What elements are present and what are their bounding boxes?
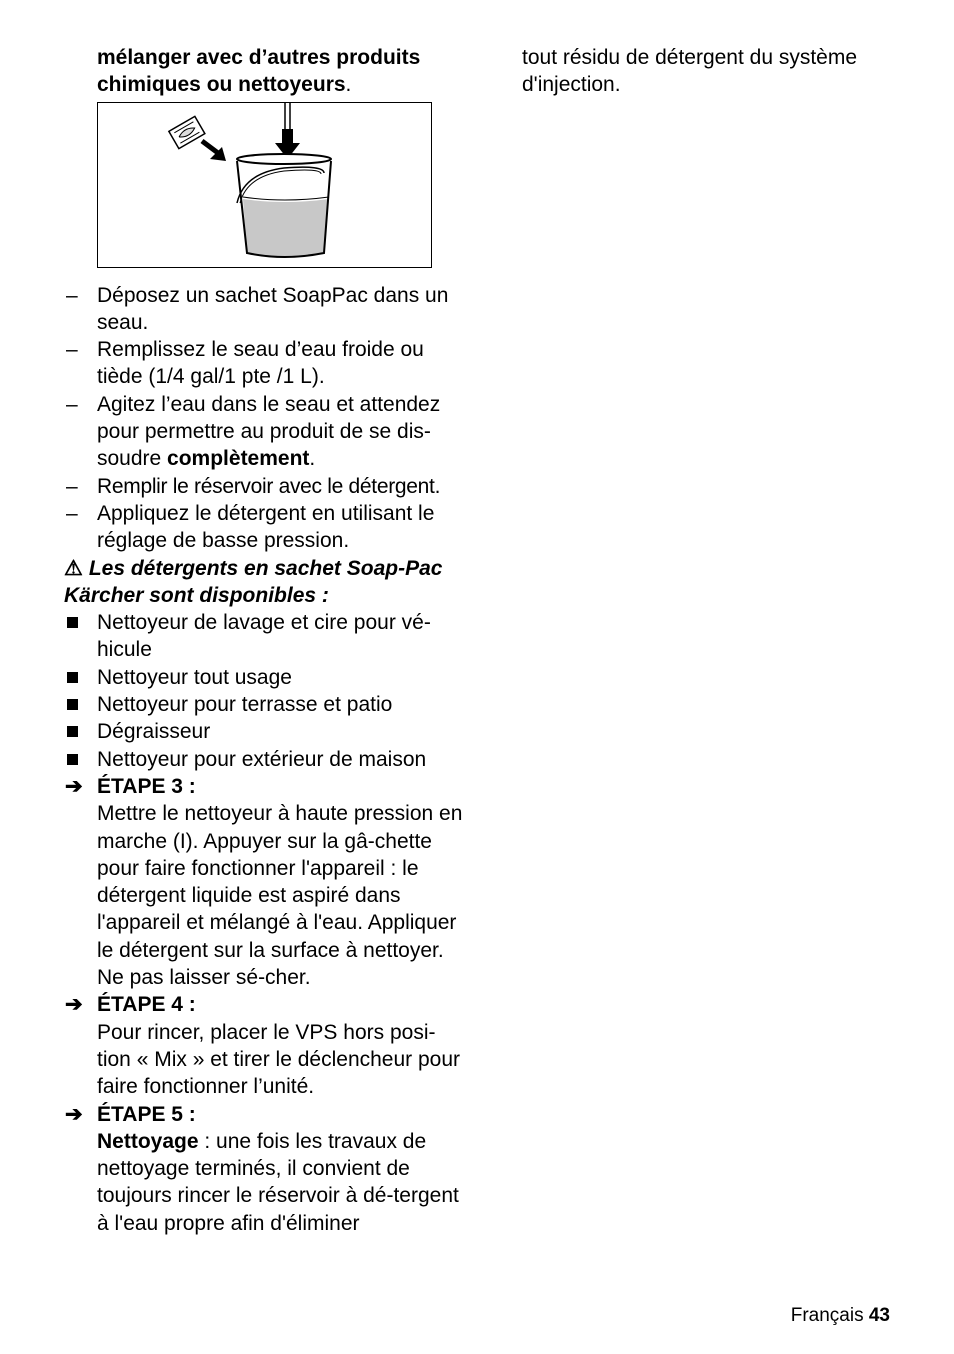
list-item-text: Agitez l’eau dans le seau et attendez pour permettre au produit de se dis-soudre xyxy=(97,392,441,471)
instruction-list xyxy=(64,282,468,555)
right-column xyxy=(522,44,902,99)
list-item xyxy=(64,609,468,664)
list-item-text: Remplissez le seau d’eau froide ou tiède (1/4 gal/1 pte /1 L). xyxy=(97,338,424,389)
square-bullet-icon xyxy=(67,726,78,737)
square-bullet-icon xyxy=(67,754,78,765)
diagonal-arrow-icon xyxy=(202,141,226,161)
water-inlet-arrow-icon xyxy=(275,103,300,159)
step-bold-lead: Nettoyage xyxy=(97,1129,199,1153)
square-bullet-icon xyxy=(67,672,78,683)
list-item-text: Dégraisseur xyxy=(97,720,211,744)
footer-language: Français xyxy=(790,1305,864,1326)
step-5 xyxy=(64,1101,468,1237)
arrow-right-icon: ➔ xyxy=(65,774,83,798)
step-text-wrapper xyxy=(97,1128,468,1237)
intro-paragraph xyxy=(64,44,468,99)
step-text: Mettre le nettoyeur à haute pression en marche (I). Appuyer sur la gâ-chette pour faire fonctionner l'appareil : le détergent liquide est aspiré dans l'appareil et mélangé à l'eau. Appliquer le détergent sur la surface à nettoyer. Ne pas laisser sé-cher. xyxy=(97,802,463,990)
list-item-bold: complètement xyxy=(167,447,310,471)
product-list xyxy=(64,609,468,773)
list-item-text-end: . xyxy=(309,447,316,471)
list-item xyxy=(64,500,468,555)
page-number: 43 xyxy=(868,1305,890,1326)
page-footer xyxy=(791,1302,890,1329)
steps-list xyxy=(64,773,468,1237)
step-title: ÉTAPE 5 : xyxy=(97,1102,196,1126)
list-item-text: Nettoyeur de lavage et cire pour vé-hicule xyxy=(97,611,431,662)
bucket-icon xyxy=(237,154,331,257)
dash-marker: – xyxy=(66,392,78,416)
bucket-drawing xyxy=(98,103,431,267)
list-item xyxy=(64,664,468,691)
step-text: Pour rincer, placer le VPS hors posi-tion « Mix » et tirer le déclencheur pour faire fonctionner l’unité. xyxy=(97,1020,461,1099)
step-title: ÉTAPE 4 : xyxy=(97,993,196,1017)
dash-marker: – xyxy=(66,501,78,525)
left-column xyxy=(64,44,468,1237)
square-bullet-icon xyxy=(67,699,78,710)
list-item xyxy=(64,282,468,337)
list-item xyxy=(64,336,468,391)
list-item-text: Appliquez le détergent en utilisant le réglage de basse pression. xyxy=(97,501,435,553)
arrow-right-icon: ➔ xyxy=(65,993,83,1017)
list-item-text: Nettoyeur tout usage xyxy=(97,665,292,689)
list-item-text: Déposez un sachet SoapPac dans un seau. xyxy=(97,283,449,334)
list-item xyxy=(64,718,468,745)
list-item-text: Remplir le réservoir avec le détergent. xyxy=(97,474,441,498)
step-4 xyxy=(64,991,468,1100)
step-3 xyxy=(64,773,468,991)
square-bullet-icon xyxy=(67,617,78,628)
intro-bold: mélanger avec d’autres produits chimiques ou nettoyeurs xyxy=(97,46,421,97)
list-item xyxy=(64,473,468,500)
list-item xyxy=(64,691,468,718)
arrow-right-icon: ➔ xyxy=(65,1102,83,1126)
list-item xyxy=(64,746,468,773)
dash-marker: – xyxy=(66,283,78,307)
step-text: : une fois les travaux de nettoyage terminés, il convient de toujours rincer le réservoir à dé-tergent à l'eau propre afin d'éliminer xyxy=(97,1129,459,1235)
warning-triangle-icon: ⚠ xyxy=(64,556,83,580)
continued-paragraph: tout résidu de détergent du système d'injection. xyxy=(522,46,858,97)
list-item-text: Nettoyeur pour terrasse et patio xyxy=(97,693,393,717)
intro-end: . xyxy=(345,73,352,97)
list-item xyxy=(64,391,468,473)
step-title: ÉTAPE 3 : xyxy=(97,774,196,798)
warning-heading xyxy=(64,555,468,610)
bucket-illustration xyxy=(97,102,432,268)
soappac-packet-icon xyxy=(169,116,205,148)
dash-marker: – xyxy=(66,474,78,498)
warning-text: Les détergents en sachet Soap-Pac Kärcher sont disponibles : xyxy=(64,556,443,607)
dash-marker: – xyxy=(66,338,78,362)
list-item-text: Nettoyeur pour extérieur de maison xyxy=(97,747,427,771)
